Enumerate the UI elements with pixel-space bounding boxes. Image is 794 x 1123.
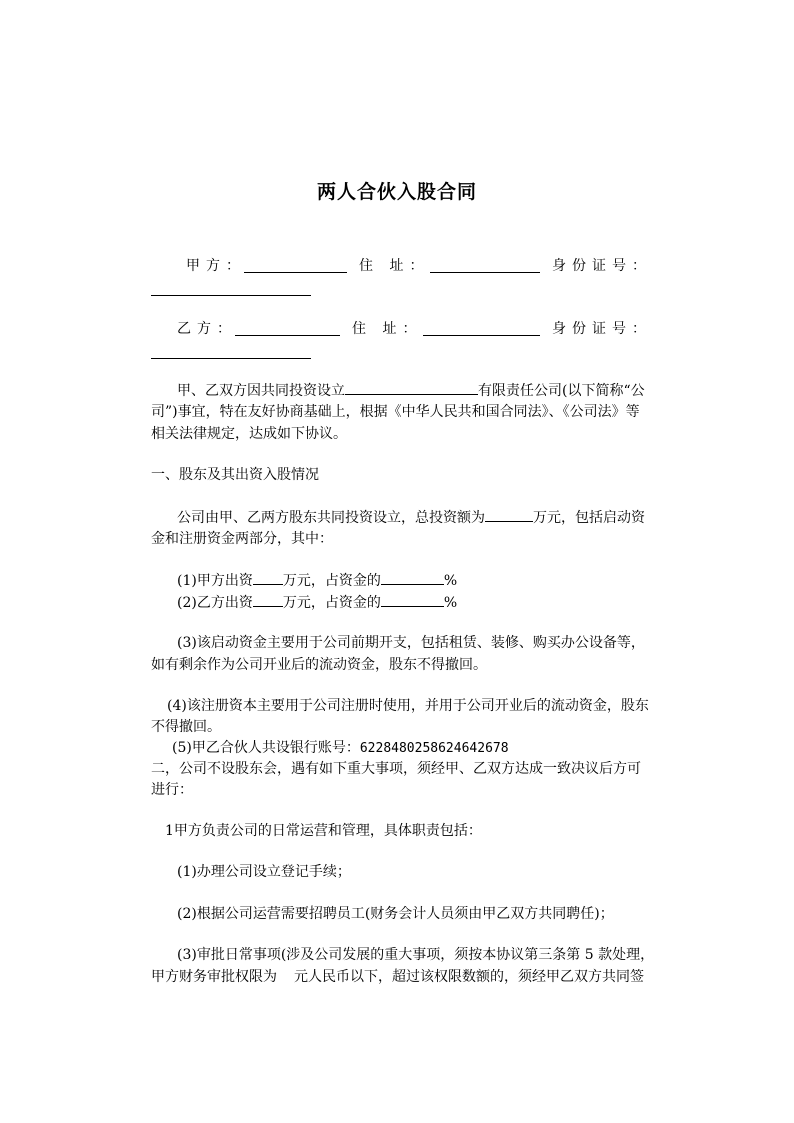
document-title: 两人合伙入股合同 — [316, 181, 477, 203]
party-b-contribution — [177, 591, 457, 614]
total-investment-blank — [485, 506, 533, 522]
party-a-duties-heading: 1甲方负责公司的日常运营和管理，具体职责包括： — [165, 823, 482, 839]
party-a-percent-blank — [381, 569, 444, 585]
section-2-heading-line-2: 进行： — [151, 782, 193, 798]
party-a-name-blank — [244, 257, 347, 273]
investment-text-1: 公司由甲、乙两方股东共同投资设立，总投资额为 — [177, 510, 485, 526]
duty-item-3-line-1: (3)审批日常事项(涉及公司发展的重大事项，须按本协议第三条第 5 款处理， — [177, 947, 655, 963]
party-a-address-label: 住 址： — [359, 258, 430, 274]
clause-3-line-2: 如有剩余作为公司开业后的流动资金，股东不得撤回。 — [151, 657, 487, 673]
approval-limit-text-1: 甲方财务审批权限为 — [151, 969, 277, 985]
bank-account-number: 6228480258624642678 — [359, 741, 509, 756]
party-b-percent-blank — [381, 591, 444, 607]
intro-text-1: 甲、乙双方因共同投资设立 — [177, 383, 345, 399]
party-a-share-label: 万元，占资金的 — [282, 573, 381, 589]
investment-line-1 — [177, 506, 645, 529]
party-a-id-blank — [151, 280, 311, 296]
approval-limit-text-2: 元人民币以下，超过该权限数额的，须经甲乙双方共同签 — [294, 969, 644, 985]
party-a-contribution — [177, 569, 457, 592]
duty-item-1: (1)办理公司设立登记手续； — [177, 864, 351, 880]
company-name-blank — [345, 379, 478, 395]
party-b-share-label: 万元，占资金的 — [282, 595, 381, 611]
party-b-percent-sign: % — [443, 595, 458, 611]
clause-4-line-2: 不得撤回。 — [151, 719, 221, 735]
duty-item-3-line-2 — [151, 966, 644, 988]
section-2-heading-line-1: 二，公司不设股东会，遇有如下重大事项，须经甲、乙双方达成一致决议后方可 — [151, 761, 641, 777]
party-b-contribution-label: (2)乙方出资 — [177, 595, 253, 611]
investment-line-2: 金和注册资金两部分，其中： — [151, 531, 333, 547]
section-1-heading: 一、股东及其出资入股情况 — [151, 467, 319, 483]
intro-line-2: 司”)事宜，特在友好协商基础上，根据《中华人民共和国合同法》、《公司法》等 — [151, 404, 640, 420]
party-b-name-blank — [235, 320, 340, 336]
clause-4-line-1: (4)该注册资本主要用于公司注册时使用，并用于公司开业后的流动资金，股东 — [167, 698, 649, 714]
intro-line-3: 相关法律规定，达成如下协议。 — [151, 426, 347, 442]
bank-account-label: (5)甲乙合伙人共设银行账号： — [172, 740, 360, 756]
investment-text-2: 万元，包括启动资 — [533, 510, 645, 526]
party-a-id-label: 身份证号： — [552, 258, 652, 274]
duty-item-2: (2)根据公司运营需要招聘员工(财务会计人员须由甲乙双方共同聘任)； — [177, 906, 614, 922]
party-a-address-blank — [430, 257, 540, 273]
clause-5-bank-account — [172, 737, 509, 760]
party-a-percent-sign: % — [443, 573, 458, 589]
party-b-id-label: 身份证号： — [552, 321, 652, 337]
party-b-address-label: 住 址： — [352, 321, 423, 337]
party-a-contribution-label: (1)甲方出资 — [177, 573, 253, 589]
party-b-id-blank — [151, 343, 311, 359]
party-a-amount-blank — [253, 569, 283, 585]
intro-text-2: 有限责任公司(以下简称“公 — [478, 383, 645, 399]
clause-3-line-1: (3)该启动资金主要用于公司前期开支，包括租赁、装修、购买办公设备等， — [177, 635, 645, 651]
party-b-label: 乙方： — [177, 321, 237, 337]
intro-line-1 — [177, 379, 645, 402]
party-b-amount-blank — [253, 591, 283, 607]
party-b-address-blank — [423, 320, 540, 336]
party-a-label: 甲方： — [186, 258, 246, 274]
